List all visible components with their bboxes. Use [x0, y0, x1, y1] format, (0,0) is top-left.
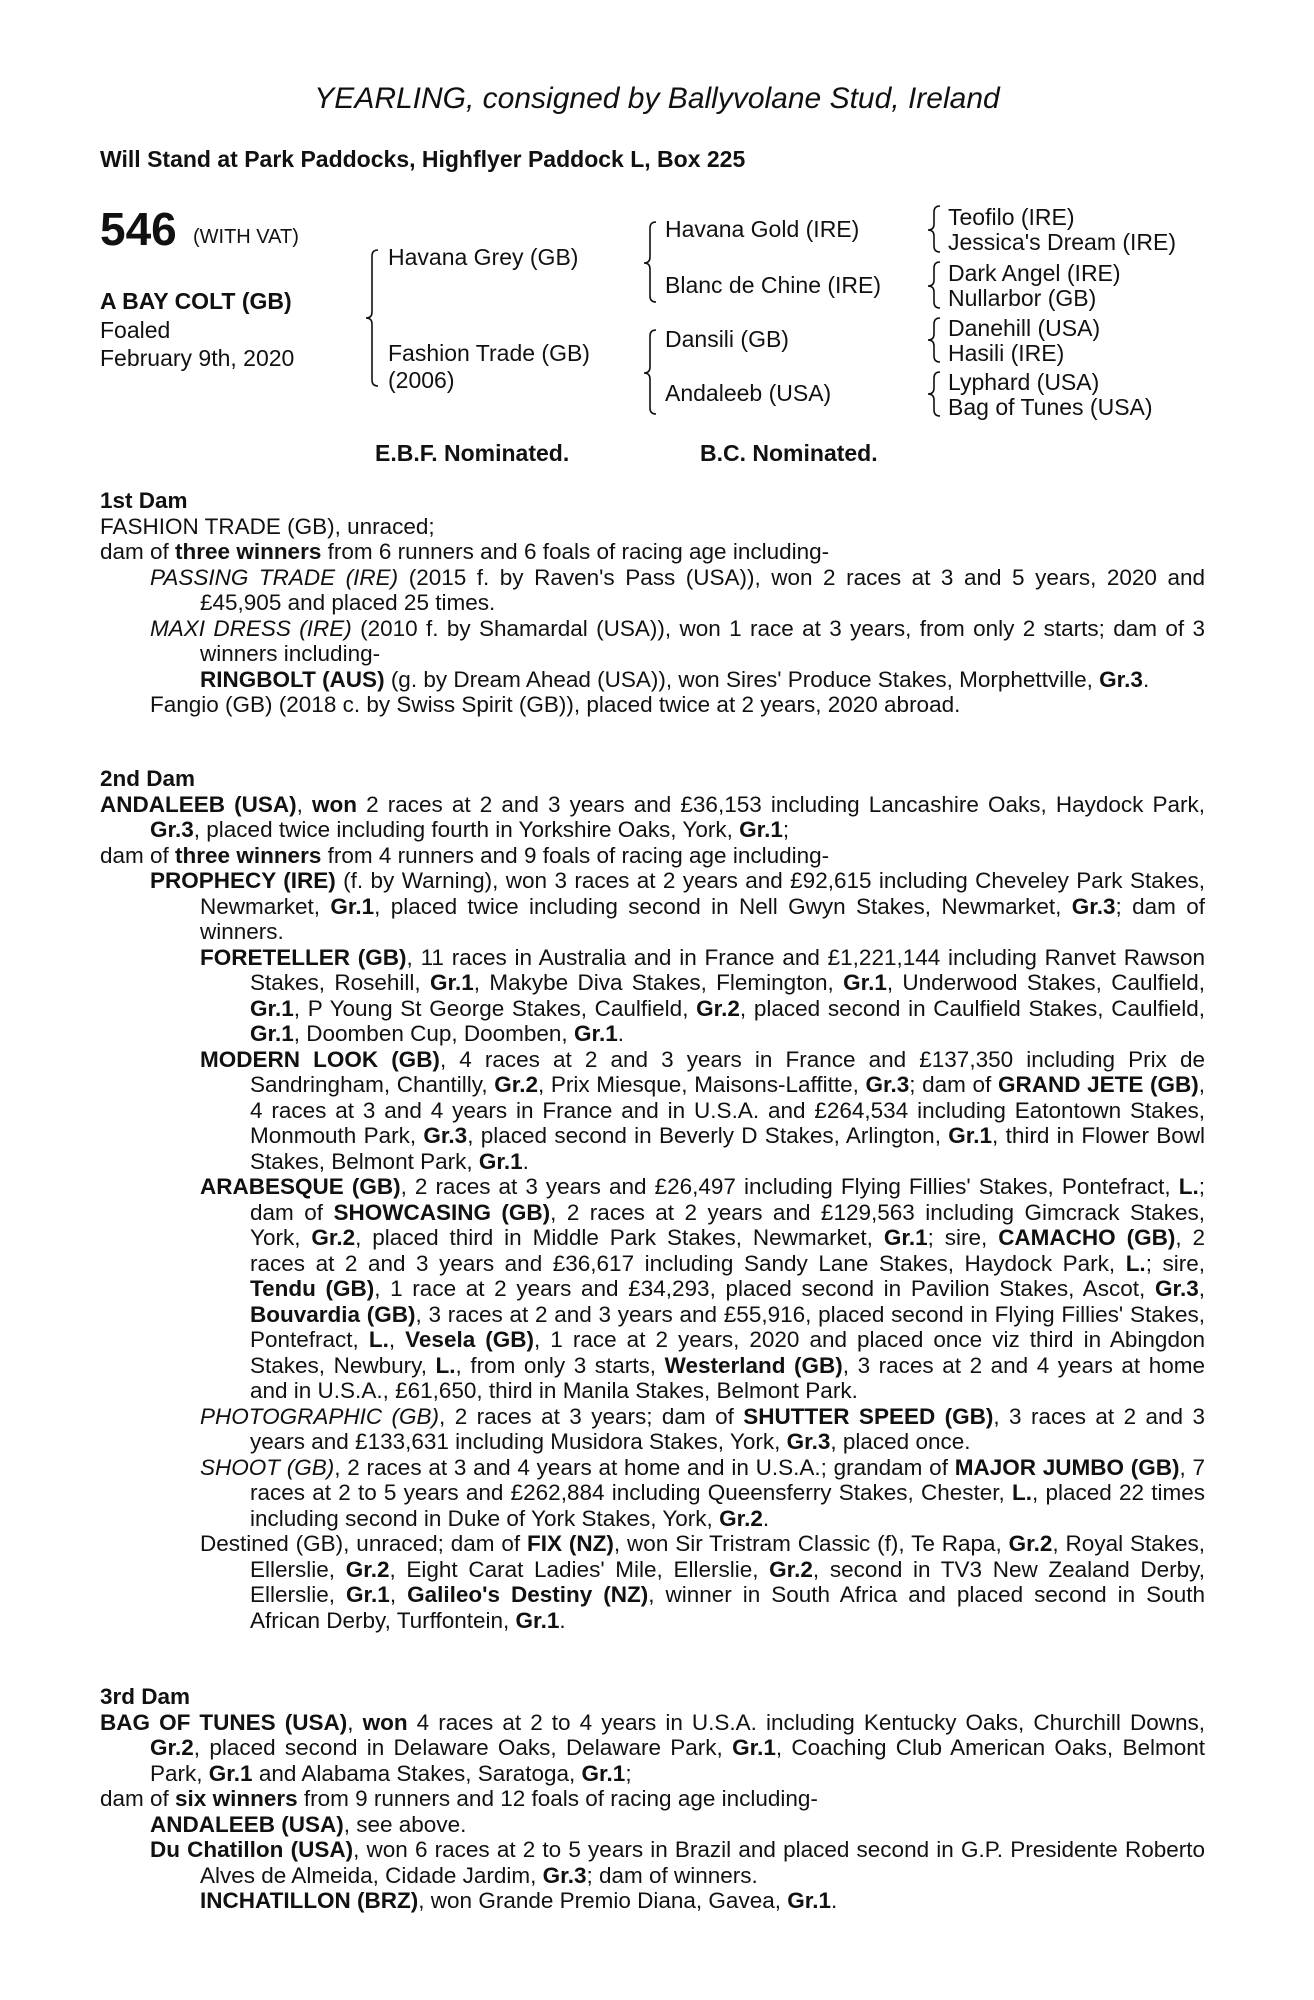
ancestor-3: Dark Angel (IRE)	[948, 260, 1121, 286]
foaled-date: February 9th, 2020	[100, 345, 295, 371]
lot-description: A BAY COLT (GB)	[100, 288, 292, 314]
second-dam-section	[100, 766, 1205, 1633]
dam-sire-name: Dansili (GB)	[665, 326, 789, 352]
first-dam-heading: 1st Dam	[100, 488, 188, 513]
ancestor-5: Danehill (USA)	[948, 315, 1101, 341]
progeny-andaleeb: ANDALEEB (USA), see above.	[150, 1811, 467, 1837]
sire-name: Havana Grey (GB)	[388, 244, 579, 270]
progeny-du-chatillon: Du Chatillon (USA), won 6 races at 2 to 5 years in Brazil and placed second in G.P. Presidente Roberto Alves de Almeida, Cidade Jardim, Gr.3; dam of winners.	[150, 1837, 1206, 1888]
vat-note: (WITH VAT)	[193, 226, 299, 248]
dam-name: Fashion Trade (GB)	[388, 340, 590, 366]
progeny-passing-trade: PASSING TRADE (IRE) (2015 f. by Raven's Pass (USA)), won 2 races at 3 and 5 years, 2020 and £45,905 and placed 25 times.	[150, 564, 1205, 615]
progeny-shoot: SHOOT (GB), 2 races at 3 and 4 years at home and in U.S.A.; grandam of MAJOR JUMBO (GB), 7 races at 2 to 5 years and £262,884 including Queensferry Stakes, Chester, L., placed 22 times including second in Duke of York Stakes, York, Gr.2.	[200, 1454, 1206, 1531]
progeny-destined: Destined (GB), unraced; dam of FIX (NZ), won Sir Tristram Classic (f), Te Rapa, Gr.2, Royal Stakes, Ellerslie, Gr.2, Eight Carat Ladies' Mile, Ellerslie, Gr.2, second in TV3 New Zealand Derby, Ellerslie, Gr.1, Galileo's Destiny (NZ), winner in South Africa and placed second in South African Derby, Turffontein, Gr.1.	[200, 1531, 1205, 1633]
second-dam-record: dam of three winners from 4 runners and 9 foals of racing age including-	[100, 842, 830, 868]
third-dam-heading: 3rd Dam	[100, 1684, 191, 1709]
ebf-nomination: E.B.F. Nominated.	[375, 440, 570, 466]
progeny-ringbolt: RINGBOLT (AUS) (g. by Dream Ahead (USA)), won Sires' Produce Stakes, Morphettville, Gr.3.	[200, 666, 1150, 692]
progeny-prophecy: PROPHECY (IRE) (f. by Warning), won 3 races at 2 years and £92,615 including Cheveley Park Stakes, Newmarket, Gr.1, placed twice including second in Nell Gwyn Stakes, Newmarket, Gr.3; dam of winners.	[150, 868, 1206, 944]
second-dam-andaleeb: ANDALEEB (USA), won 2 races at 2 and 3 years and £36,153 including Lancashire Oaks, Haydock Park, Gr.3, placed twice including fourth in Yorkshire Oaks, York, Gr.1;	[100, 791, 1205, 842]
lot-number: 546	[100, 203, 177, 255]
foaled-label: Foaled	[100, 317, 171, 343]
dam-year: (2006)	[388, 367, 455, 393]
ancestor-2: Jessica's Dream (IRE)	[948, 229, 1177, 255]
progeny-inchatillon: INCHATILLON (BRZ), won Grande Premio Diana, Gavea, Gr.1.	[200, 1888, 838, 1913]
progeny-modern-look: MODERN LOOK (GB), 4 races at 2 and 3 years in France and £137,350 including Prix de Sandringham, Chantilly, Gr.2, Prix Miesque, Maisons-Laffitte, Gr.3; dam of GRAND JETE (GB), 4 races at 3 and 4 years in France and in U.S.A. and £264,534 including Eatontown Stakes, Monmouth Park, Gr.3, placed second in Beverly D Stakes, Arlington, Gr.1, third in Flower Bowl Stakes, Belmont Park, Gr.1.	[200, 1046, 1205, 1174]
first-dam-record: dam of three winners from 6 runners and 6 foals of racing age including-	[100, 539, 830, 564]
third-dam-bag-of-tunes: BAG OF TUNES (USA), won 4 races at 2 to 4 years in U.S.A. including Kentucky Oaks, Churchill Downs, Gr.2, placed second in Delaware Oaks, Delaware Park, Gr.1, Coaching Club American Oaks, Belmont Park, Gr.1 and Alabama Stakes, Saratoga, Gr.1;	[100, 1709, 1205, 1786]
second-dam-heading: 2nd Dam	[100, 766, 196, 791]
first-dam-name: FASHION TRADE (GB), unraced;	[100, 513, 435, 539]
ancestor-1: Teofilo (IRE)	[948, 204, 1075, 230]
progeny-fangio: Fangio (GB) (2018 c. by Swiss Spirit (GB)), placed twice at 2 years, 2020 abroad.	[150, 692, 961, 717]
third-dam-section	[100, 1684, 1205, 1914]
catalogue-title: YEARLING, consigned by Ballyvolane Stud, Ireland	[314, 82, 1000, 115]
pedigree-brackets	[0, 0, 1314, 440]
progeny-photographic: PHOTOGRAPHIC (GB), 2 races at 3 years; dam of SHUTTER SPEED (GB), 3 races at 2 and 3 years and £133,631 including Musidora Stakes, York, Gr.3, placed once.	[200, 1403, 1206, 1454]
bc-nomination: B.C. Nominated.	[700, 440, 878, 466]
dam-dam-name: Andaleeb (USA)	[665, 380, 832, 406]
sire-sire-name: Havana Gold (IRE)	[665, 216, 860, 242]
ancestor-4: Nullarbor (GB)	[948, 285, 1097, 311]
ancestor-8: Bag of Tunes (USA)	[948, 394, 1153, 420]
sire-dam-name: Blanc de Chine (IRE)	[665, 272, 882, 298]
ancestor-7: Lyphard (USA)	[948, 369, 1100, 395]
stand-location: Will Stand at Park Paddocks, Highflyer Paddock L, Box 225	[100, 146, 746, 172]
progeny-maxi-dress: MAXI DRESS (IRE) (2010 f. by Shamardal (USA)), won 1 race at 3 years, from only 2 starts; dam of 3 winners including-	[150, 615, 1206, 666]
progeny-arabesque: ARABESQUE (GB), 2 races at 3 years and £26,497 including Flying Fillies' Stakes, Pontefract, L.; dam of SHOWCASING (GB), 2 races at 2 years and £129,563 including Gimcrack Stakes, York, Gr.2, placed third in Middle Park Stakes, Newmarket, Gr.1; sire, CAMACHO (GB), 2 races at 2 and 3 years and £36,617 including Sandy Lane Stakes, Haydock Park, L.; sire, Tendu (GB), 1 race at 2 years and £34,293, placed second in Pavilion Stakes, Ascot, Gr.3, Bouvardia (GB), 3 races at 2 and 3 years and £55,916, placed second in Flying Fillies' Stakes, Pontefract, L., Vesela (GB), 1 race at 2 years, 2020 and placed once viz third in Abingdon Stakes, Newbury, L., from only 3 starts, Westerland (GB), 3 races at 2 and 4 years at home and in U.S.A., £61,650, third in Manila Stakes, Belmont Park.	[200, 1174, 1205, 1403]
ancestor-6: Hasili (IRE)	[948, 340, 1065, 366]
progeny-foreteller: FORETELLER (GB), 11 races in Australia and in France and £1,221,144 including Ranvet Rawson Stakes, Rosehill, Gr.1, Makybe Diva Stakes, Flemington, Gr.1, Underwood Stakes, Caulfield, Gr.1, P Young St George Stakes, Caulfield, Gr.2, placed second in Caulfield Stakes, Caulfield, Gr.1, Doomben Cup, Doomben, Gr.1.	[200, 944, 1206, 1046]
first-dam-section	[100, 488, 1205, 718]
third-dam-record: dam of six winners from 9 runners and 12 foals of racing age including-	[100, 1786, 818, 1811]
